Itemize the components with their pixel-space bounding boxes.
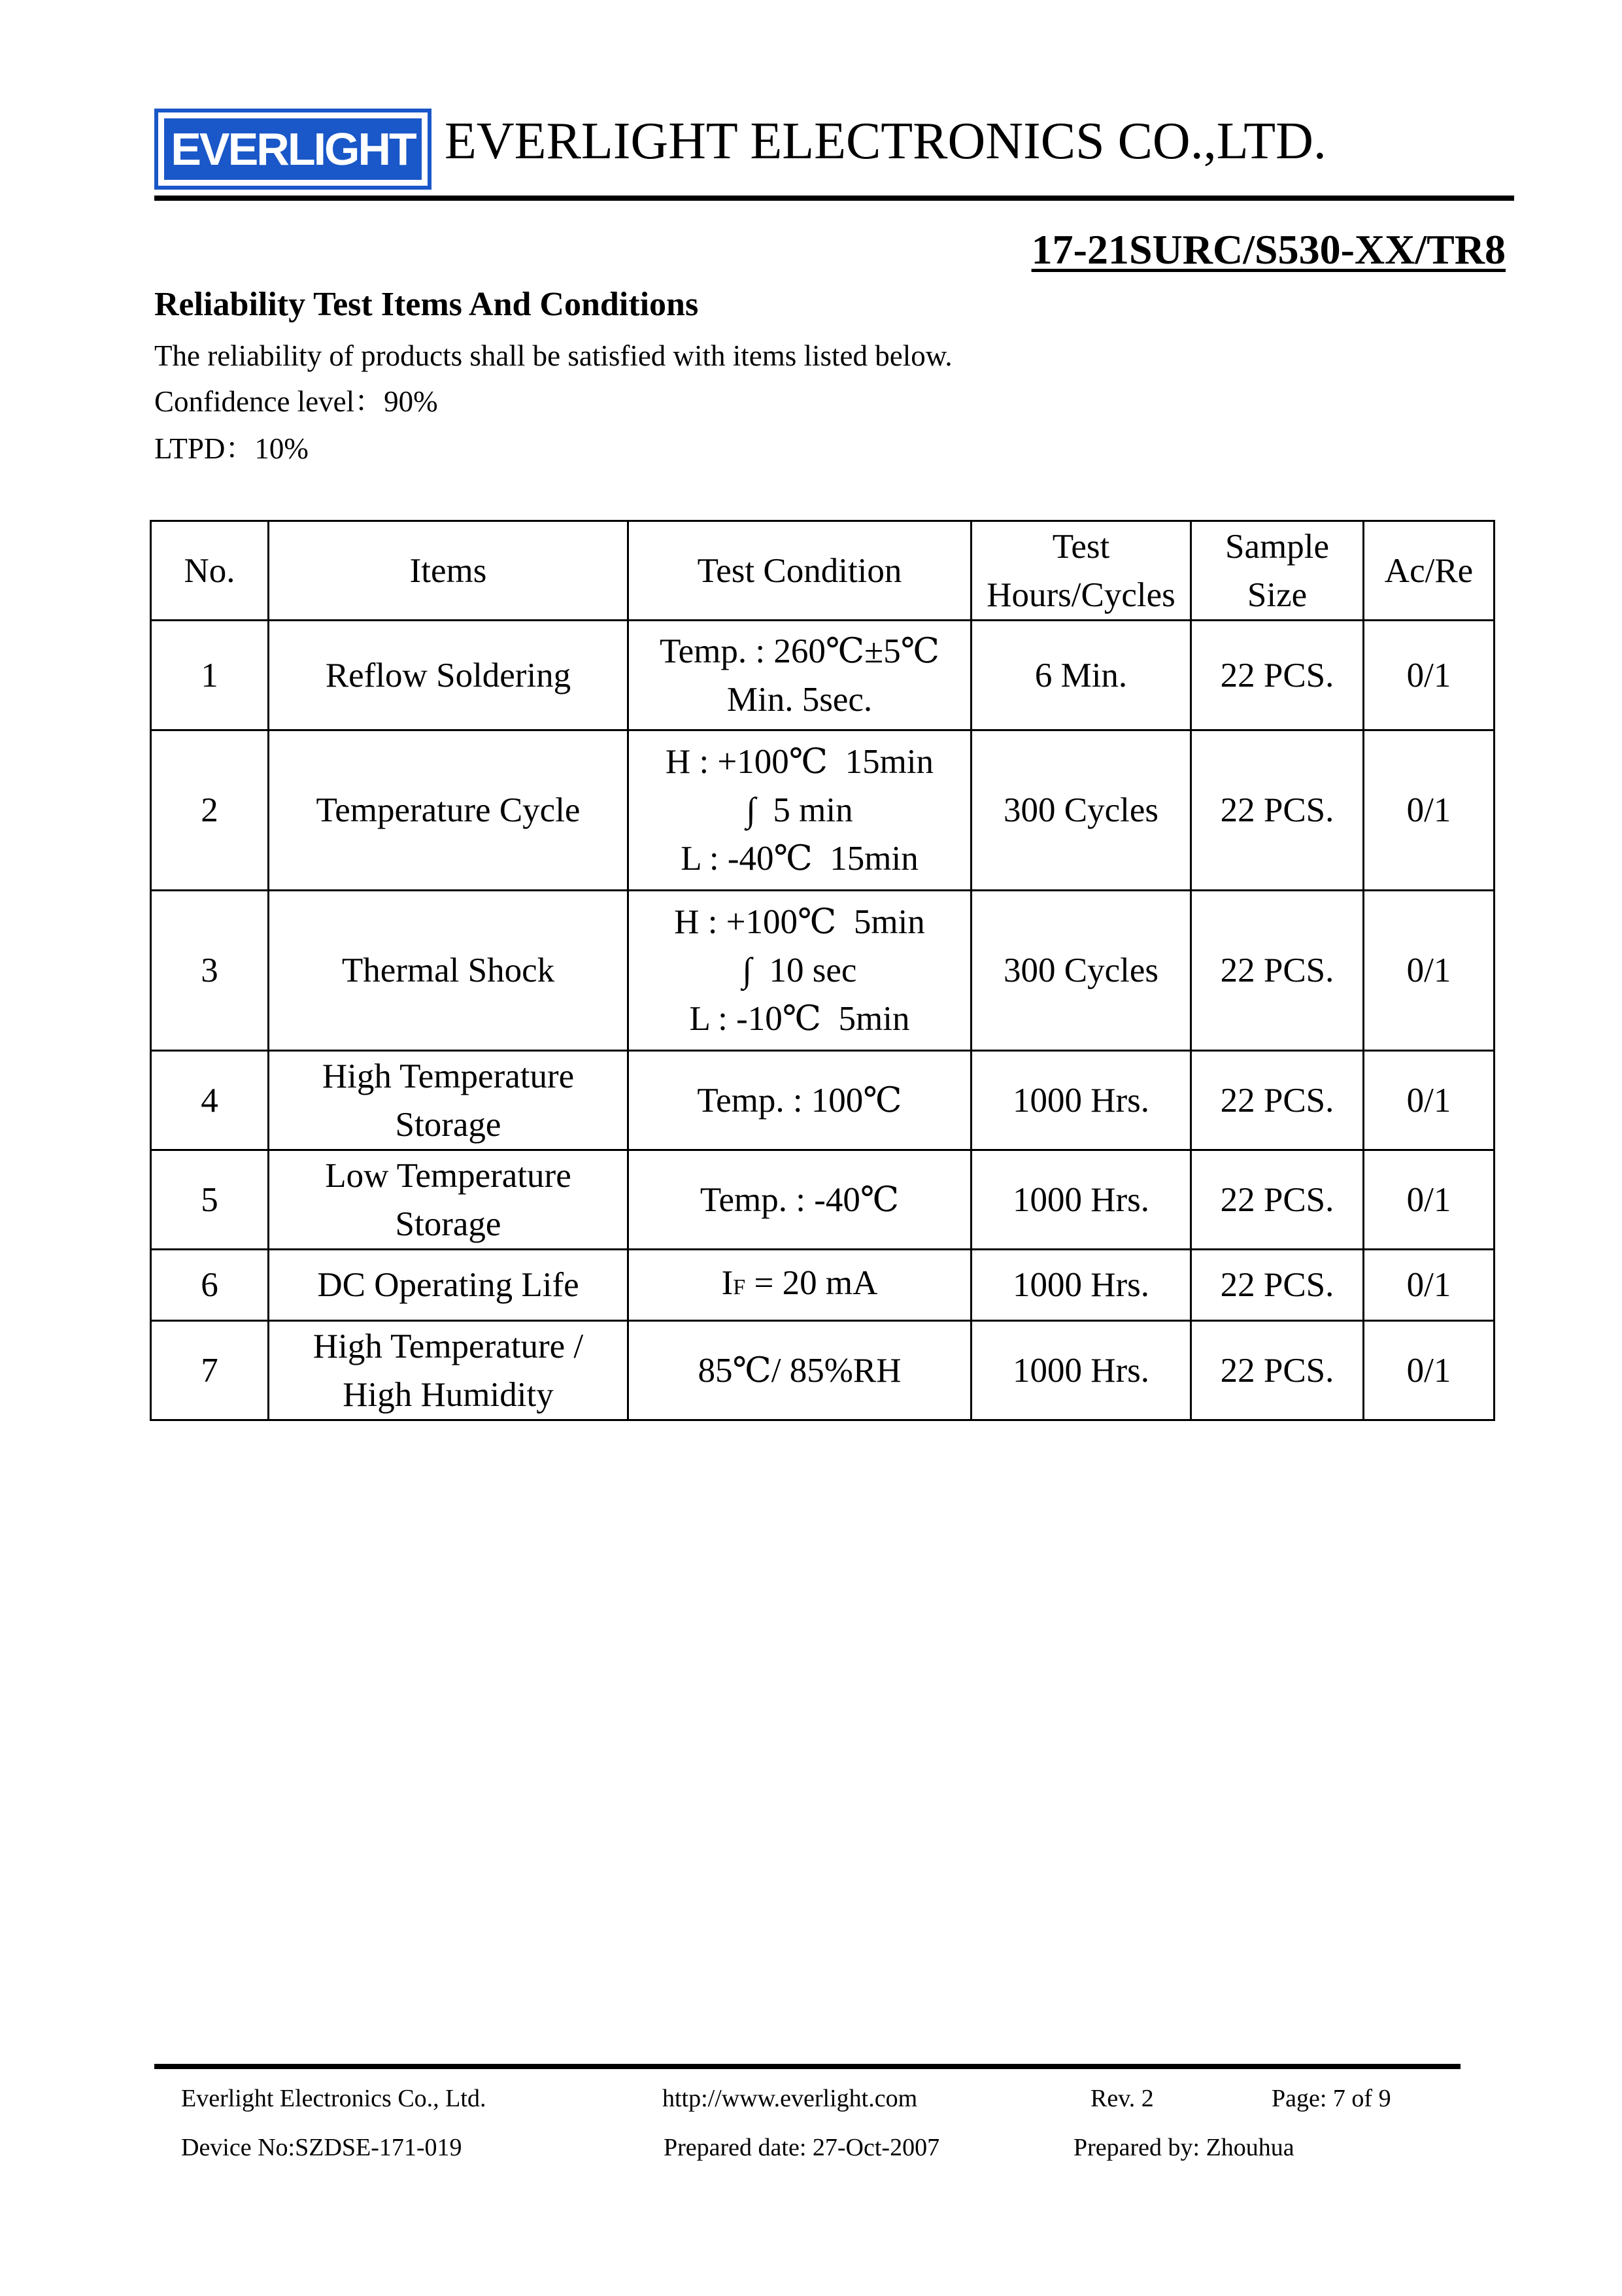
row-item: Reflow Soldering [269, 621, 628, 730]
section-title: Reliability Test Items And Conditions [154, 286, 699, 323]
header-sample-size: Sample Size [1191, 521, 1364, 621]
row-ac-re: 0/1 [1364, 730, 1495, 891]
row-condition: Temp. : 260℃±5℃ Min. 5sec. [628, 621, 972, 730]
header-test-condition: Test Condition [628, 521, 972, 621]
row-condition: IF = 20 mA [628, 1250, 972, 1321]
row-hours: 300 Cycles [972, 730, 1191, 891]
row-sample: 22 PCS. [1191, 730, 1364, 891]
row-hours: 1000 Hrs. [972, 1250, 1191, 1321]
row-item: Temperature Cycle [269, 730, 628, 891]
table-row [151, 1051, 1495, 1150]
logo-text: EVERLIGHT [164, 118, 422, 180]
table-row [151, 621, 1495, 730]
row-item: Low Temperature Storage [269, 1150, 628, 1250]
row-item: High Temperature Storage [269, 1051, 628, 1150]
row-no: 1 [151, 621, 269, 730]
header-ac-re: Ac/Re [1364, 521, 1495, 621]
row-no: 7 [151, 1321, 269, 1420]
footer-prepared-by: Prepared by: Zhouhua [1073, 2134, 1294, 2161]
row-item: High Temperature / High Humidity [269, 1321, 628, 1420]
row-hours: 1000 Hrs. [972, 1150, 1191, 1250]
row-sample: 22 PCS. [1191, 1250, 1364, 1321]
footer-divider [154, 2064, 1461, 2069]
row-sample: 22 PCS. [1191, 1150, 1364, 1250]
row-condition: H : +100℃ 15min ∫ 5 min L : -40℃ 15min [628, 730, 972, 891]
table-row [151, 1150, 1495, 1250]
table-row [151, 891, 1495, 1051]
row-item: Thermal Shock [269, 891, 628, 1051]
table-row [151, 1250, 1495, 1321]
company-name: EVERLIGHT ELECTRONICS CO.,LTD. [445, 112, 1326, 170]
table-header-row [151, 521, 1495, 621]
footer-rev: Rev. 2 [1090, 2085, 1154, 2112]
table-row [151, 1321, 1495, 1420]
row-sample: 22 PCS. [1191, 891, 1364, 1051]
row-sample: 22 PCS. [1191, 621, 1364, 730]
row-ac-re: 0/1 [1364, 1051, 1495, 1150]
row-condition: Temp. : -40℃ [628, 1150, 972, 1250]
header-test-hours: Test Hours/Cycles [972, 521, 1191, 621]
row-ac-re: 0/1 [1364, 1150, 1495, 1250]
row-hours: 1000 Hrs. [972, 1051, 1191, 1150]
row-condition: Temp. : 100℃ [628, 1051, 972, 1150]
table-row [151, 730, 1495, 891]
footer-device-no: Device No:SZDSE-171-019 [181, 2134, 462, 2161]
everlight-logo [154, 109, 431, 190]
footer-prepared-date: Prepared date: 27-Oct-2007 [664, 2134, 940, 2161]
footer-url[interactable]: http://www.everlight.com [662, 2085, 918, 2112]
row-sample: 22 PCS. [1191, 1051, 1364, 1150]
part-number: 17-21SURC/S530-XX/TR8 [1031, 226, 1506, 273]
confidence-level: Confidence level：90% [154, 385, 438, 418]
footer-page: Page: 7 of 9 [1272, 2085, 1391, 2112]
row-hours: 300 Cycles [972, 891, 1191, 1051]
row-hours: 6 Min. [972, 621, 1191, 730]
reliability-table [150, 520, 1495, 1421]
row-item: DC Operating Life [269, 1250, 628, 1321]
header-divider [154, 196, 1514, 201]
row-condition: H : +100℃ 5min ∫ 10 sec L : -10℃ 5min [628, 891, 972, 1051]
header-no: No. [151, 521, 269, 621]
row-no: 5 [151, 1150, 269, 1250]
header-items: Items [269, 521, 628, 621]
row-condition: 85℃/ 85%RH [628, 1321, 972, 1420]
row-no: 3 [151, 891, 269, 1051]
ltpd: LTPD：10% [154, 432, 309, 465]
row-no: 4 [151, 1051, 269, 1150]
row-no: 6 [151, 1250, 269, 1321]
row-ac-re: 0/1 [1364, 621, 1495, 730]
row-sample: 22 PCS. [1191, 1321, 1364, 1420]
row-ac-re: 0/1 [1364, 1321, 1495, 1420]
intro-text: The reliability of products shall be satisfied with items listed below. [154, 339, 953, 372]
row-hours: 1000 Hrs. [972, 1321, 1191, 1420]
row-no: 2 [151, 730, 269, 891]
row-ac-re: 0/1 [1364, 891, 1495, 1051]
row-ac-re: 0/1 [1364, 1250, 1495, 1321]
footer-company: Everlight Electronics Co., Ltd. [181, 2085, 486, 2112]
